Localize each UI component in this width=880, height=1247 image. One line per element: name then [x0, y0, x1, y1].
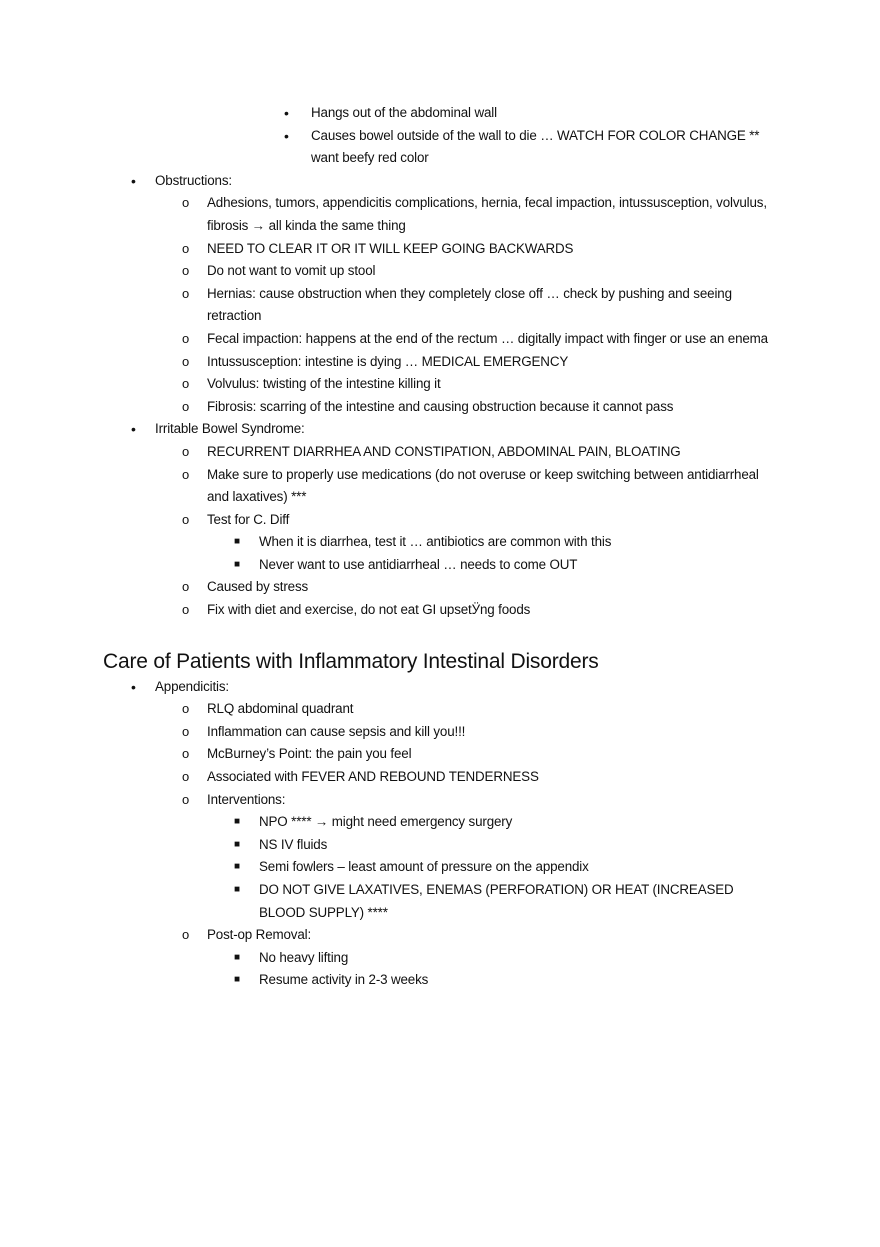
list-item-text: Hernias: cause obstruction when they completely close off … check by pushing and seeing retraction — [207, 285, 732, 324]
square-bullet-icon: ■ — [234, 951, 240, 963]
bullet-icon: • — [284, 105, 289, 121]
list-item-text: Fibrosis: scarring of the intestine and causing obstruction because it cannot pass — [207, 398, 674, 414]
list-item — [0, 766, 880, 789]
list-item-text: McBurney’s Point: the pain you feel — [207, 746, 412, 762]
list-item — [0, 576, 880, 599]
square-bullet-icon: ■ — [234, 884, 240, 895]
list-item-text: Make sure to properly use medications (do not overuse or keep switching between antidiarrheal and laxatives) *** — [207, 466, 759, 505]
list-item — [0, 192, 880, 237]
list-item — [0, 698, 880, 721]
hollow-circle-bullet-icon: o — [182, 579, 190, 595]
list-item-text: Do not want to vomit up stool — [207, 263, 376, 279]
list-item — [0, 509, 880, 532]
hollow-circle-bullet-icon: o — [182, 602, 190, 618]
list-item — [0, 260, 880, 283]
list-item-text: No heavy lifting — [259, 949, 349, 965]
list-item — [0, 531, 880, 554]
hollow-circle-bullet-icon: o — [182, 285, 190, 301]
list-item-text: Appendicitis: — [155, 678, 229, 694]
list-item-text: When it is diarrhea, test it … antibiotics are common with this — [259, 534, 612, 550]
list-item — [0, 811, 880, 834]
square-bullet-icon: ■ — [234, 816, 240, 828]
list-item — [0, 441, 880, 464]
hollow-circle-bullet-icon: o — [182, 443, 190, 459]
square-bullet-icon: ■ — [234, 974, 240, 986]
list-item-text: NEED TO CLEAR IT OR IT WILL KEEP GOING BACKWARDS — [207, 240, 574, 256]
hollow-circle-bullet-icon: o — [182, 927, 190, 943]
bullet-icon: • — [131, 172, 136, 189]
document-page — [0, 102, 880, 992]
section-heading: Care of Patients with Inflammatory Intestinal Disorders — [103, 649, 599, 673]
bullet-icon: • — [131, 678, 136, 695]
square-bullet-icon: ■ — [234, 861, 240, 873]
hollow-circle-bullet-icon: o — [182, 791, 190, 807]
list-item — [0, 743, 880, 766]
list-item — [0, 102, 880, 125]
hollow-circle-bullet-icon: o — [182, 240, 190, 256]
list-item-text: Resume activity in 2-3 weeks — [259, 972, 429, 988]
list-item-text: Fecal impaction: happens at the end of the rectum … digitally impact with finger or use an enema — [207, 330, 768, 346]
hollow-circle-bullet-icon: o — [182, 376, 190, 392]
list-item — [0, 418, 880, 441]
square-bullet-icon: ■ — [234, 838, 240, 850]
list-item — [0, 283, 880, 328]
list-item — [0, 834, 880, 857]
bullet-icon: • — [131, 421, 136, 438]
list-item — [0, 464, 880, 509]
square-bullet-icon: ■ — [234, 558, 240, 570]
list-item-text: Obstructions: — [155, 172, 232, 188]
list-item — [0, 328, 880, 351]
list-item-text: Inflammation can cause sepsis and kill you!!! — [207, 723, 466, 739]
list-item-text: RLQ abdominal quadrant — [207, 701, 354, 717]
hollow-circle-bullet-icon: o — [182, 466, 190, 482]
list-item-text: NPO **** → might need emergency surgery — [259, 814, 513, 830]
list-item — [0, 789, 880, 812]
list-item — [0, 554, 880, 577]
list-item-text: Irritable Bowel Syndrome: — [155, 421, 305, 437]
list-item-text: RECURRENT DIARRHEA AND CONSTIPATION, ABDOMINAL PAIN, BLOATING — [207, 443, 681, 459]
list-item-text: Fix with diet and exercise, do not eat GI upsetӰng foods — [207, 602, 531, 618]
hollow-circle-bullet-icon: o — [182, 511, 190, 527]
hollow-circle-bullet-icon: o — [182, 746, 190, 762]
hollow-circle-bullet-icon: o — [182, 769, 190, 785]
list-item-text: Interventions: — [207, 791, 286, 807]
list-item-text: DO NOT GIVE LAXATIVES, ENEMAS (PERFORATION) OR HEAT (INCREASED BLOOD SUPPLY) **** — [259, 882, 734, 920]
hollow-circle-bullet-icon: o — [182, 398, 190, 414]
list-item-text: Adhesions, tumors, appendicitis complications, hernia, fecal impaction, intussusception, volvulus, fibrosis → all kinda the same thing — [207, 195, 767, 233]
list-item-text: Associated with FEVER AND REBOUND TENDERNESS — [207, 769, 539, 785]
list-item — [0, 373, 880, 396]
bullet-icon: • — [284, 127, 289, 144]
list-item-text: Caused by stress — [207, 579, 309, 595]
hollow-circle-bullet-icon: o — [182, 701, 190, 717]
list-item — [0, 924, 880, 947]
hollow-circle-bullet-icon: o — [182, 195, 190, 211]
list-item-text: Volvulus: twisting of the intestine killing it — [207, 376, 441, 392]
list-item — [0, 879, 880, 924]
list-item-text: Post-op Removal: — [207, 927, 312, 943]
hollow-circle-bullet-icon: o — [182, 353, 190, 369]
list-item-text: Causes bowel outside of the wall to die … WATCH FOR COLOR CHANGE ** want beefy red color — [311, 127, 760, 166]
list-item — [0, 351, 880, 374]
list-item-text: Semi fowlers – least amount of pressure on the appendix — [259, 859, 589, 875]
hollow-circle-bullet-icon: o — [182, 263, 190, 279]
list-item — [0, 170, 880, 193]
list-item — [0, 599, 880, 622]
list-item — [0, 856, 880, 879]
list-item-text: NS IV fluids — [259, 836, 328, 852]
list-item-text: Intussusception: intestine is dying … MEDICAL EMERGENCY — [207, 353, 569, 369]
list-item-text: Never want to use antidiarrheal … needs to come OUT — [259, 556, 578, 572]
list-item — [0, 721, 880, 744]
list-item — [0, 947, 880, 970]
hollow-circle-bullet-icon: o — [182, 723, 190, 739]
square-bullet-icon: ■ — [234, 536, 240, 548]
list-item-text: Test for C. Diff — [207, 511, 290, 527]
list-item — [0, 676, 880, 699]
list-item-text: Hangs out of the abdominal wall — [311, 105, 497, 120]
list-item — [0, 969, 880, 992]
list-item — [0, 238, 880, 261]
list-item — [0, 396, 880, 419]
list-item — [0, 125, 880, 170]
hollow-circle-bullet-icon: o — [182, 330, 190, 346]
